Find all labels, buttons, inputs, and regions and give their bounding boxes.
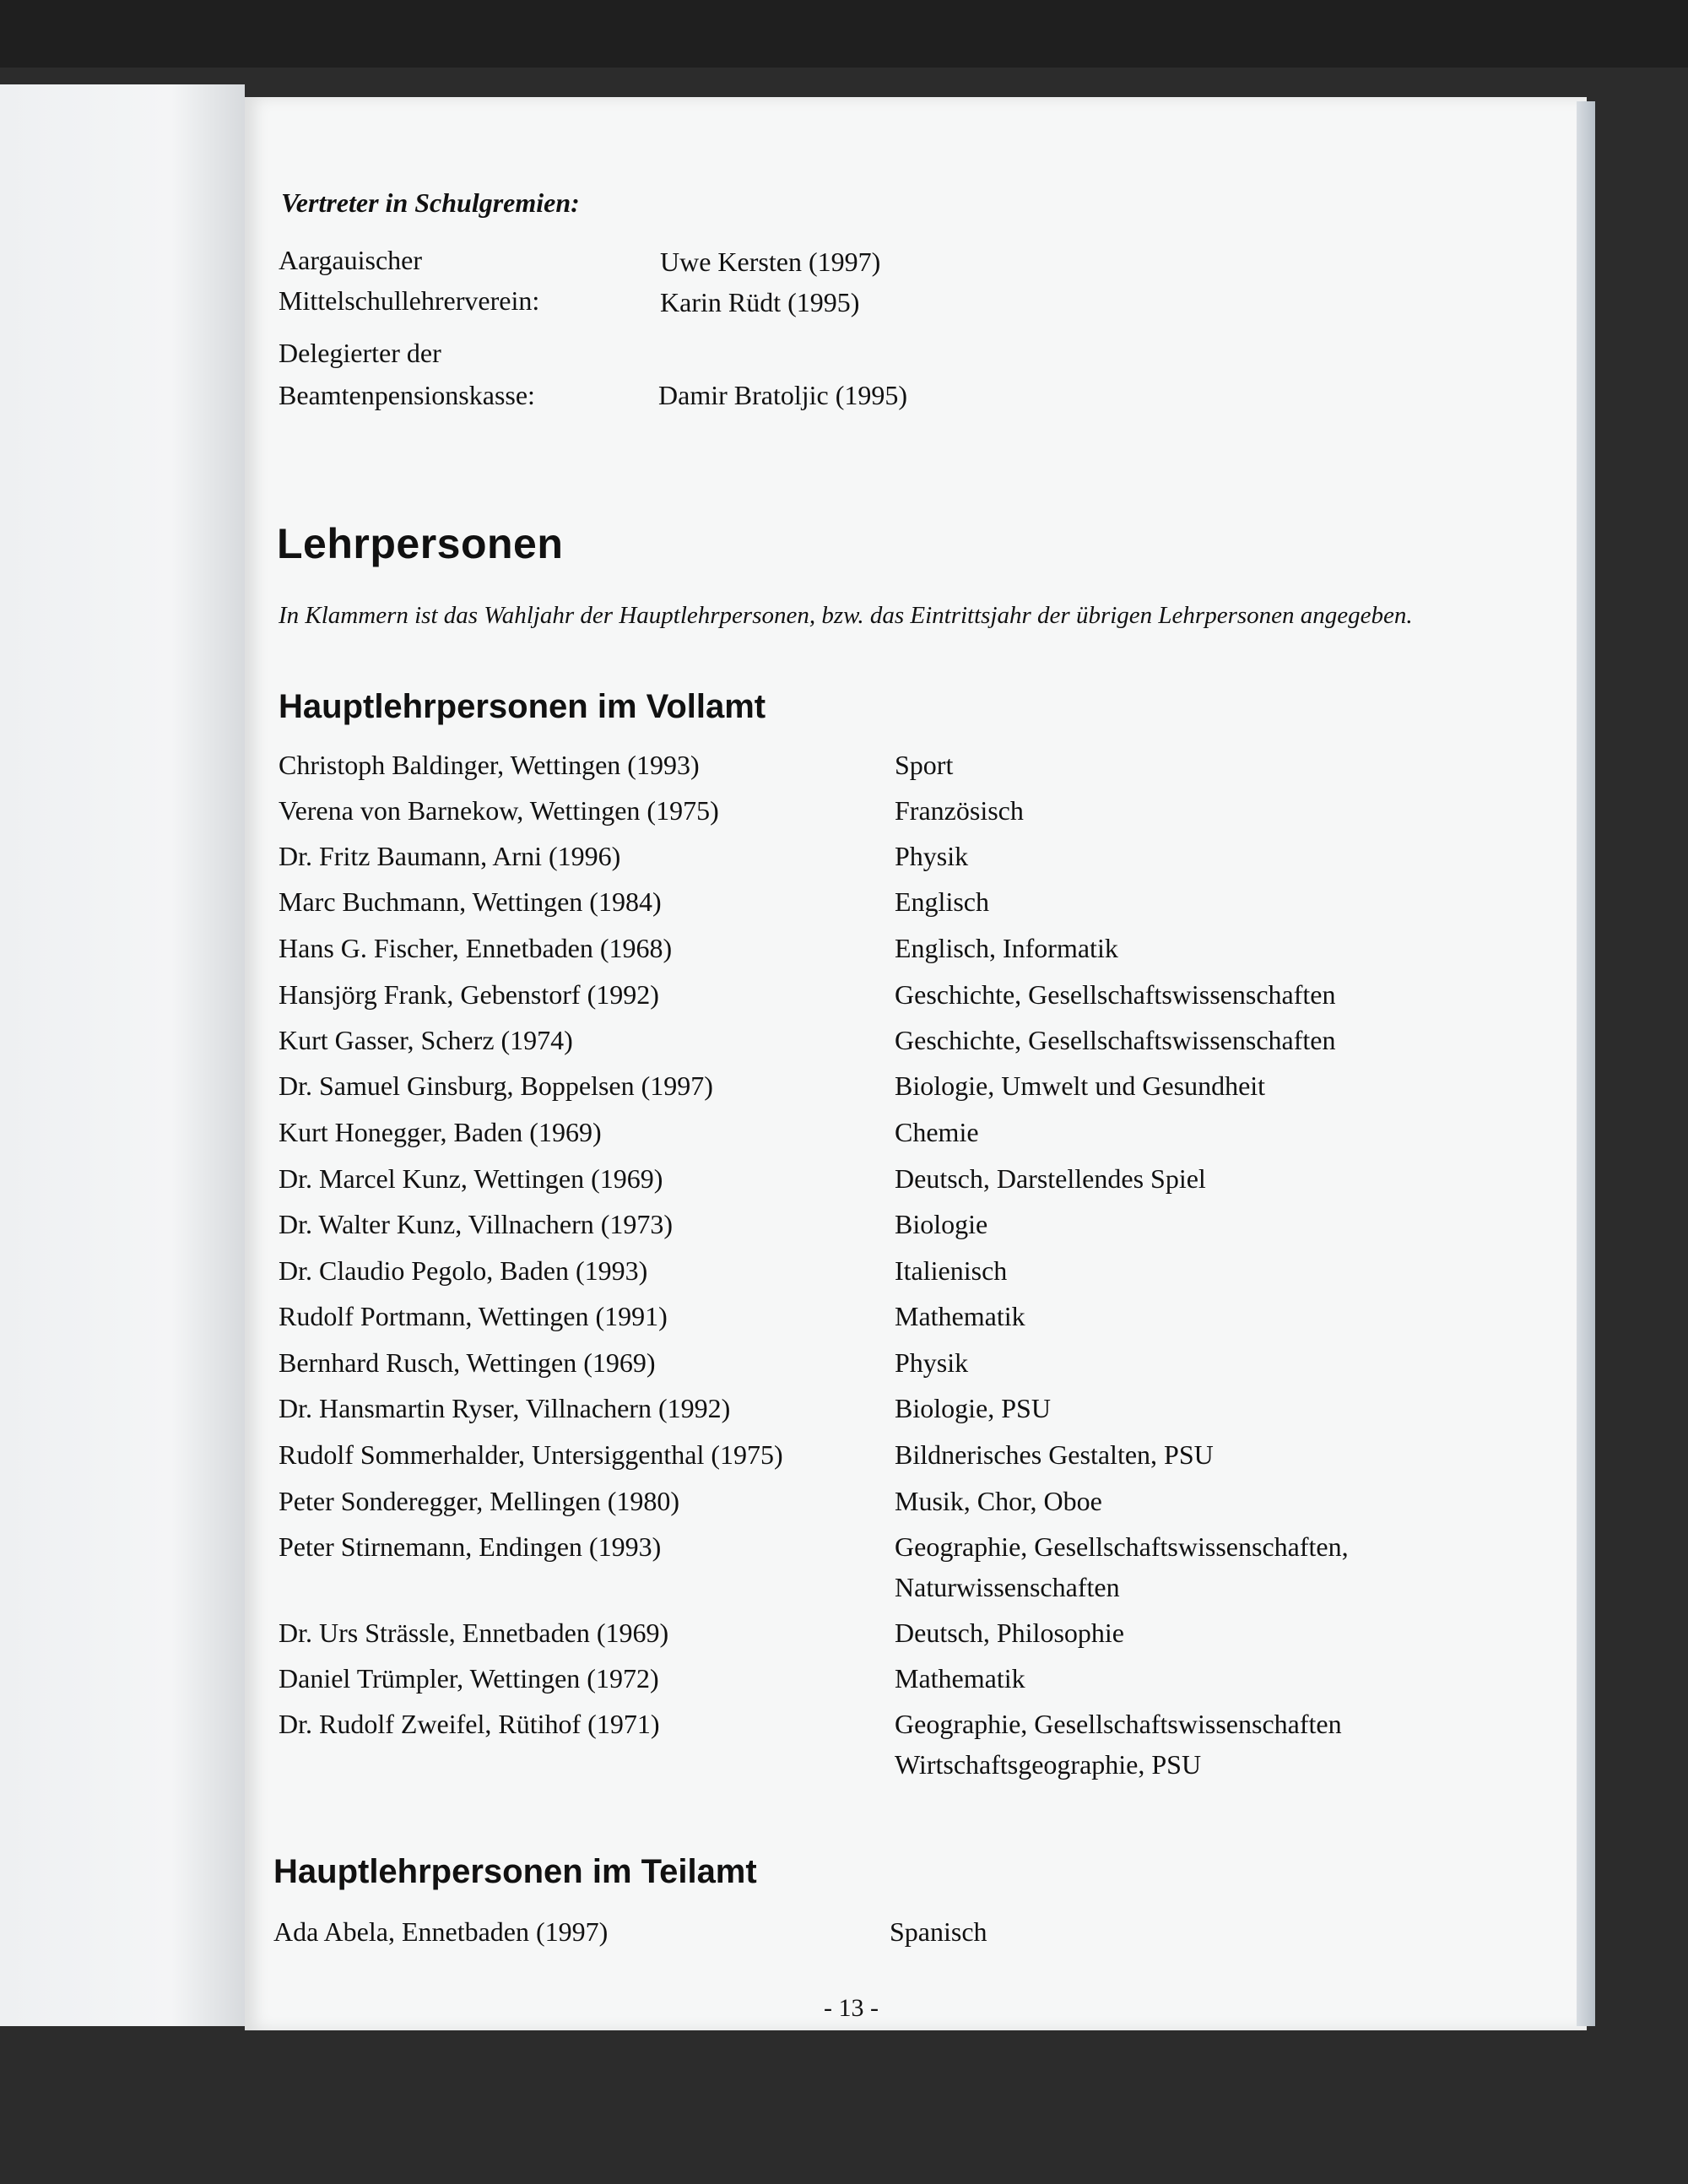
teacher-name: Peter Sonderegger, Mellingen (1980) [279, 1486, 680, 1516]
list-item [0, 1393, 1688, 1435]
list-item [0, 1025, 1688, 1067]
group1-label-line2: Mittelschullehrerverein: [279, 285, 540, 316]
teacher-subject: Spanisch [890, 1916, 987, 1947]
list-item [0, 841, 1688, 883]
group1-member-1: Uwe Kersten (1997) [660, 247, 881, 277]
teacher-name: Kurt Honegger, Baden (1969) [279, 1117, 602, 1147]
list-item [0, 1347, 1688, 1390]
teacher-name: Christoph Baldinger, Wettingen (1993) [279, 750, 700, 780]
teacher-subject: Biologie, Umwelt und Gesundheit [895, 1070, 1266, 1101]
list-item [0, 1070, 1688, 1113]
teacher-subject: Englisch [895, 886, 989, 917]
teacher-name: Ada Abela, Ennetbaden (1997) [273, 1916, 609, 1947]
section-title: Lehrpersonen [277, 520, 564, 567]
teacher-subject: Biologie, PSU [895, 1393, 1051, 1423]
list-item [0, 1531, 1688, 1616]
section-note: In Klammern ist das Wahljahr der Hauptlehrpersonen, bzw. das Eintrittsjahr der übrigen Lehrpersonen angegeben. [279, 602, 1413, 629]
list-item [0, 1209, 1688, 1251]
list-item [0, 933, 1688, 975]
teacher-subject: Geographie, Gesellschaftswissenschaften, [895, 1531, 1349, 1562]
group1-member-2: Karin Rüdt (1995) [660, 287, 860, 317]
teacher-subject: Physik [895, 1347, 969, 1378]
list-item [0, 1709, 1688, 1793]
teacher-subject: Englisch, Informatik [895, 933, 1118, 963]
list-item [0, 886, 1688, 929]
teacher-subject: Mathematik [895, 1301, 1025, 1331]
group2-label-line1: Delegierter der [279, 338, 441, 368]
teacher-subject: Französisch [895, 795, 1024, 826]
list-item [0, 1255, 1688, 1298]
list-item [0, 1663, 1688, 1705]
teacher-name: Verena von Barnekow, Wettingen (1975) [279, 795, 719, 826]
teacher-name: Dr. Marcel Kunz, Wettingen (1969) [279, 1163, 663, 1194]
teacher-subject-continued: Naturwissenschaften [895, 1572, 1120, 1602]
teacher-subject: Italienisch [895, 1255, 1008, 1286]
teacher-subject: Physik [895, 841, 969, 871]
representatives-title: Vertreter in Schulgremien: [281, 187, 580, 218]
teacher-subject: Geschichte, Gesellschaftswissenschaften [895, 1025, 1336, 1055]
teacher-name: Kurt Gasser, Scherz (1974) [279, 1025, 573, 1055]
page-number: - 13 - [824, 1994, 879, 2022]
teacher-name: Peter Stirnemann, Endingen (1993) [279, 1531, 662, 1562]
teacher-name: Bernhard Rusch, Wettingen (1969) [279, 1347, 656, 1378]
teacher-name: Hans G. Fischer, Ennetbaden (1968) [279, 933, 673, 963]
teacher-name: Rudolf Sommerhalder, Untersiggenthal (1975) [279, 1439, 783, 1470]
list-item [0, 1117, 1688, 1159]
teacher-subject: Bildnerisches Gestalten, PSU [895, 1439, 1214, 1470]
list-item [0, 750, 1688, 792]
list-item [0, 1301, 1688, 1343]
fulltime-title: Hauptlehrpersonen im Vollamt [279, 688, 766, 725]
teacher-subject: Geschichte, Gesellschaftswissenschaften [895, 979, 1336, 1010]
list-item [0, 1916, 1688, 1959]
teacher-subject: Mathematik [895, 1663, 1025, 1694]
teacher-subject: Chemie [895, 1117, 979, 1147]
teacher-name: Dr. Urs Strässle, Ennetbaden (1969) [279, 1618, 669, 1648]
teacher-subject-continued: Wirtschaftsgeographie, PSU [895, 1749, 1202, 1780]
teacher-name: Rudolf Portmann, Wettingen (1991) [279, 1301, 668, 1331]
parttime-title: Hauptlehrpersonen im Teilamt [273, 1853, 757, 1890]
list-item [0, 795, 1688, 837]
teacher-subject: Musik, Chor, Oboe [895, 1486, 1102, 1516]
group1-label-line1: Aargauischer [279, 245, 422, 275]
group2-label-line2: Beamtenpensionskasse: [279, 380, 535, 410]
list-item [0, 1486, 1688, 1528]
teacher-subject: Deutsch, Philosophie [895, 1618, 1124, 1648]
teacher-name: Daniel Trümpler, Wettingen (1972) [279, 1663, 659, 1694]
teacher-subject: Deutsch, Darstellendes Spiel [895, 1163, 1206, 1194]
teacher-name: Marc Buchmann, Wettingen (1984) [279, 886, 662, 917]
teacher-name: Dr. Fritz Baumann, Arni (1996) [279, 841, 621, 871]
teacher-subject: Geographie, Gesellschaftswissenschaften [895, 1709, 1342, 1739]
list-item [0, 979, 1688, 1022]
list-item [0, 1618, 1688, 1660]
teacher-name: Dr. Walter Kunz, Villnachern (1973) [279, 1209, 674, 1239]
list-item [0, 1439, 1688, 1482]
teacher-name: Hansjörg Frank, Gebenstorf (1992) [279, 979, 659, 1010]
group2-member-1: Damir Bratoljic (1995) [658, 380, 908, 410]
teacher-subject: Sport [895, 750, 954, 780]
teacher-name: Dr. Rudolf Zweifel, Rütihof (1971) [279, 1709, 660, 1739]
teacher-name: Dr. Hansmartin Ryser, Villnachern (1992) [279, 1393, 731, 1423]
teacher-name: Dr. Claudio Pegolo, Baden (1993) [279, 1255, 648, 1286]
list-item [0, 1163, 1688, 1206]
teacher-name: Dr. Samuel Ginsburg, Boppelsen (1997) [279, 1070, 713, 1101]
teacher-subject: Biologie [895, 1209, 988, 1239]
